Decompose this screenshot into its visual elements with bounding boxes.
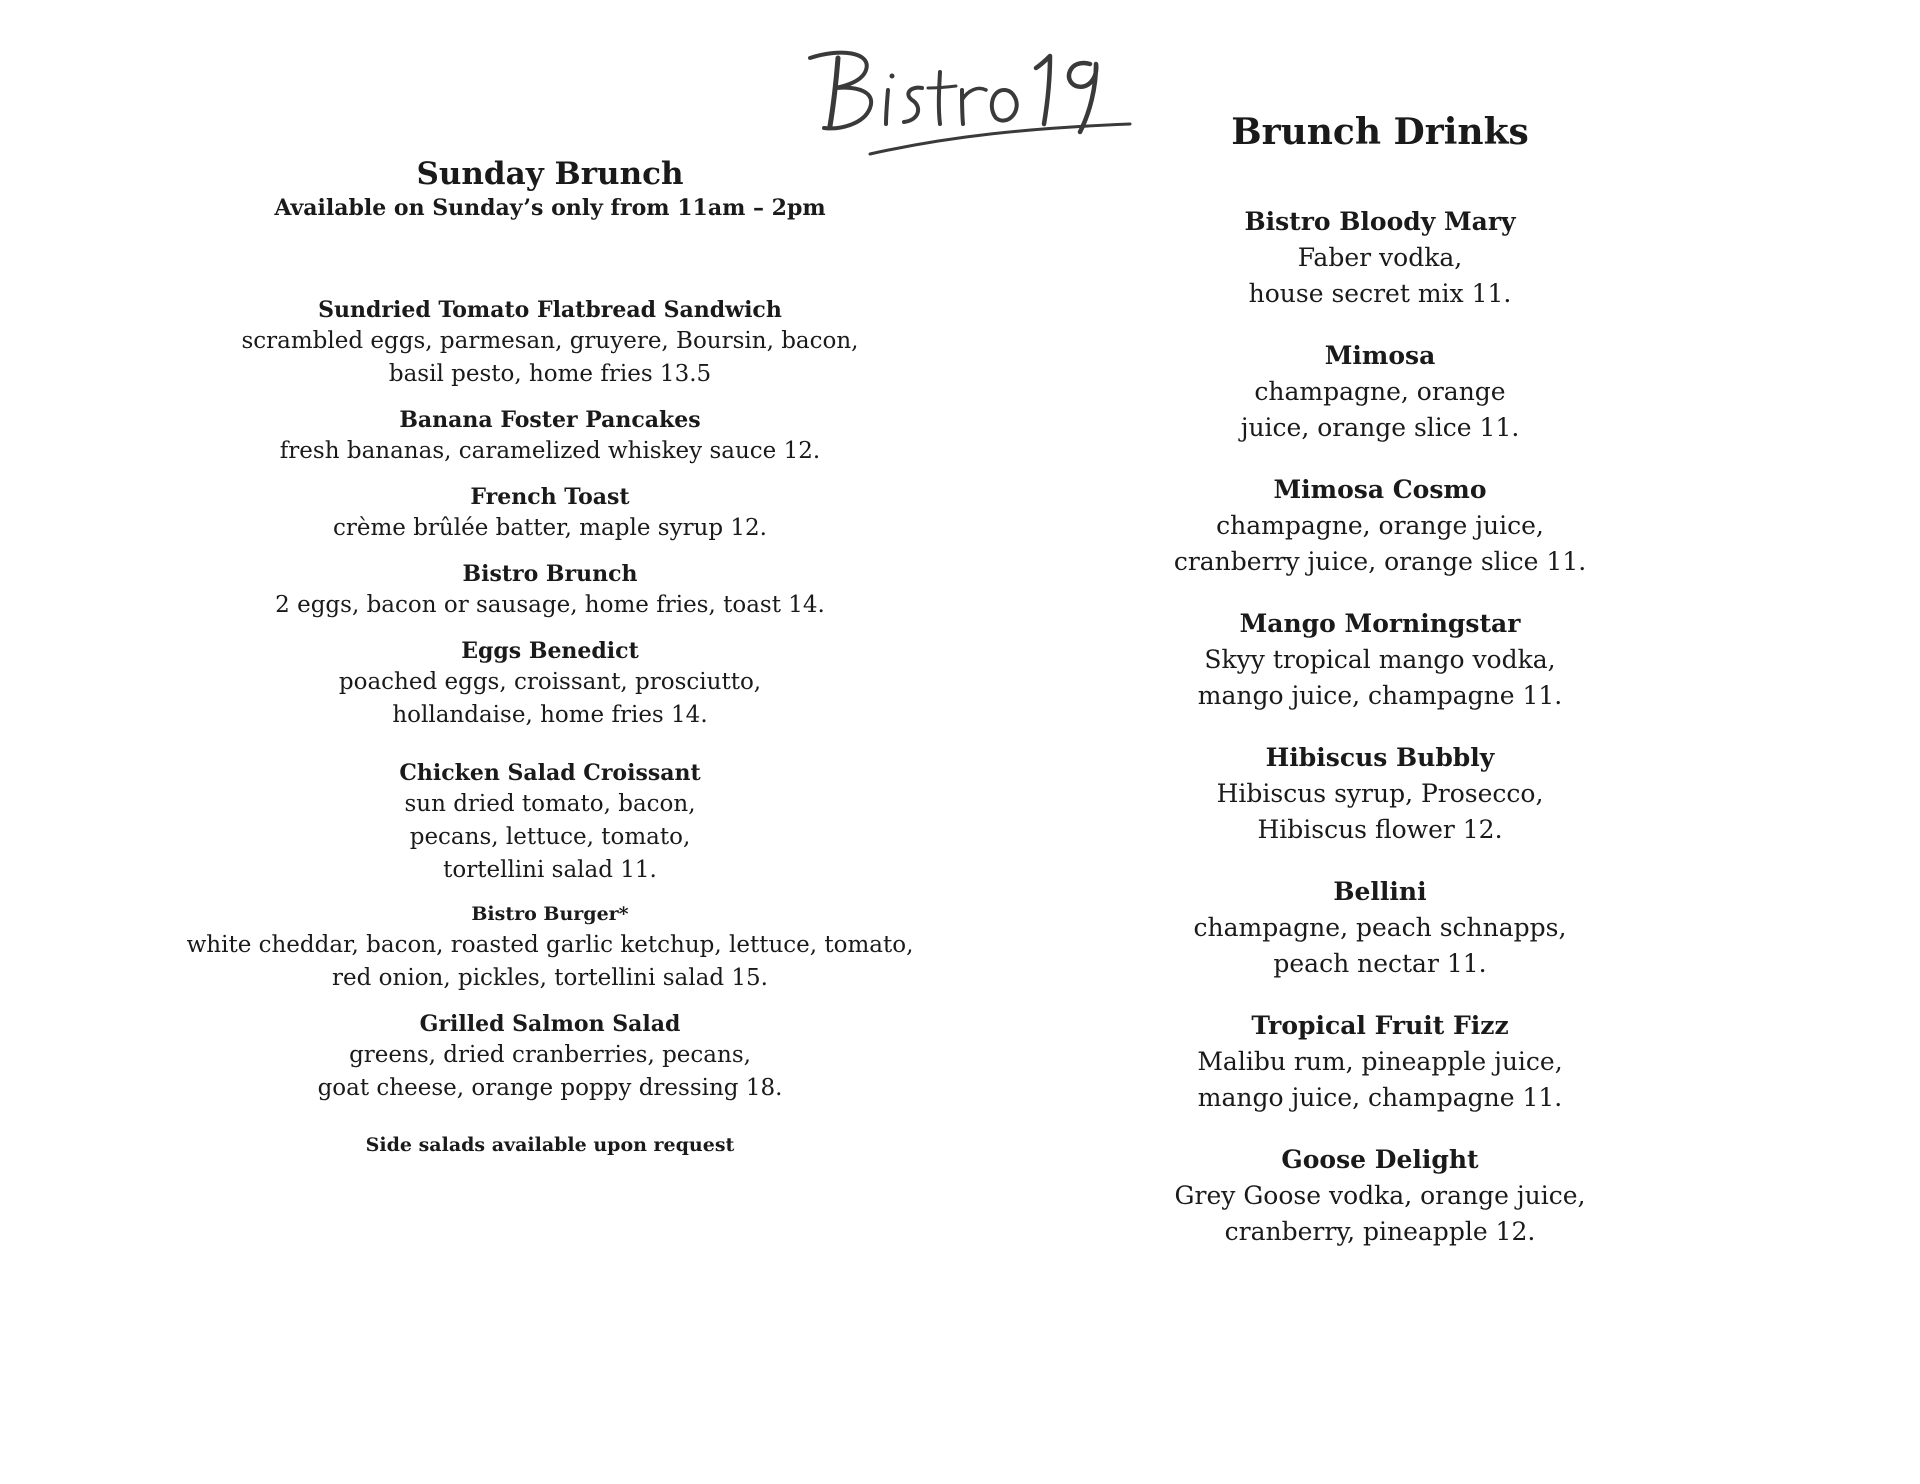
menu-item: [150, 758, 950, 887]
item-description: poached eggs, croissant, prosciutto, hollandaise, home fries 14.: [338, 669, 762, 728]
drink-name: Tropical Fruit Fizz: [1251, 1011, 1509, 1040]
menu-item: [150, 636, 950, 732]
drink-item: [1150, 472, 1610, 580]
item-name: Banana Foster Pancakes: [399, 407, 701, 433]
menu-item: [150, 899, 950, 995]
item-name: Grilled Salmon Salad: [419, 1011, 681, 1037]
side-salads-note: Side salads available upon request: [365, 1134, 735, 1156]
drink-description: champagne, orange juice, orange slice 11.: [1240, 377, 1520, 442]
item-description: white cheddar, bacon, roasted garlic ketchup, lettuce, tomato, red onion, pickles, tortellini salad 15.: [186, 932, 914, 991]
brunch-title: Sunday Brunch: [416, 156, 684, 192]
drinks-title: Brunch Drinks: [1231, 111, 1529, 153]
menu-item: [150, 295, 950, 391]
menu-item: [150, 405, 950, 468]
drink-item: [1150, 204, 1610, 312]
drink-name: Goose Delight: [1281, 1145, 1479, 1174]
item-name: Chicken Salad Croissant: [399, 760, 701, 786]
drink-item: [1150, 1142, 1610, 1250]
drink-name: Bistro Bloody Mary: [1244, 207, 1516, 236]
drink-name: Mimosa: [1324, 341, 1436, 370]
item-name: Sundried Tomato Flatbread Sandwich: [318, 297, 782, 323]
drink-name: Mimosa Cosmo: [1273, 475, 1487, 504]
drinks-menu: [1150, 110, 1610, 1250]
item-description: greens, dried cranberries, pecans, goat cheese, orange poppy dressing 18.: [317, 1042, 783, 1101]
item-name: Bistro Burger*: [471, 903, 629, 925]
drink-description: Hibiscus syrup, Prosecco, Hibiscus flower 12.: [1216, 779, 1544, 844]
drink-item: [1150, 1008, 1610, 1116]
drink-item: [1150, 606, 1610, 714]
item-description: 2 eggs, bacon or sausage, home fries, toast 14.: [275, 592, 825, 618]
drink-description: Faber vodka, house secret mix 11.: [1248, 243, 1512, 308]
brunch-availability: Available on Sunday’s only from 11am – 2pm: [274, 195, 826, 221]
menu-item: [150, 559, 950, 622]
item-description: fresh bananas, caramelized whiskey sauce 12.: [279, 438, 821, 464]
item-name: Eggs Benedict: [461, 638, 639, 664]
drink-name: Hibiscus Bubbly: [1265, 743, 1495, 772]
drink-item: [1150, 740, 1610, 848]
drink-description: champagne, orange juice, cranberry juice, orange slice 11.: [1173, 511, 1587, 576]
drink-description: champagne, peach schnapps, peach nectar 11.: [1193, 913, 1567, 978]
item-description: crème brûlée batter, maple syrup 12.: [332, 515, 767, 541]
drink-name: Mango Morningstar: [1239, 609, 1521, 638]
item-name: French Toast: [470, 484, 630, 510]
drink-description: Skyy tropical mango vodka, mango juice, champagne 11.: [1197, 645, 1563, 710]
drink-description: Malibu rum, pineapple juice, mango juice, champagne 11.: [1197, 1047, 1563, 1112]
item-description: sun dried tomato, bacon, pecans, lettuce, tomato, tortellini salad 11.: [404, 791, 696, 883]
drink-description: Grey Goose vodka, orange juice, cranberry, pineapple 12.: [1174, 1181, 1586, 1246]
bistro19-logo: [800, 28, 1140, 158]
brunch-menu: [150, 155, 950, 1159]
drink-item: [1150, 874, 1610, 982]
menu-item: [150, 1009, 950, 1105]
item-description: scrambled eggs, parmesan, gruyere, Boursin, bacon, basil pesto, home fries 13.5: [241, 328, 859, 387]
drink-name: Bellini: [1333, 877, 1427, 906]
menu-item: [150, 482, 950, 545]
item-name: Bistro Brunch: [462, 561, 638, 587]
drink-item: [1150, 338, 1610, 446]
